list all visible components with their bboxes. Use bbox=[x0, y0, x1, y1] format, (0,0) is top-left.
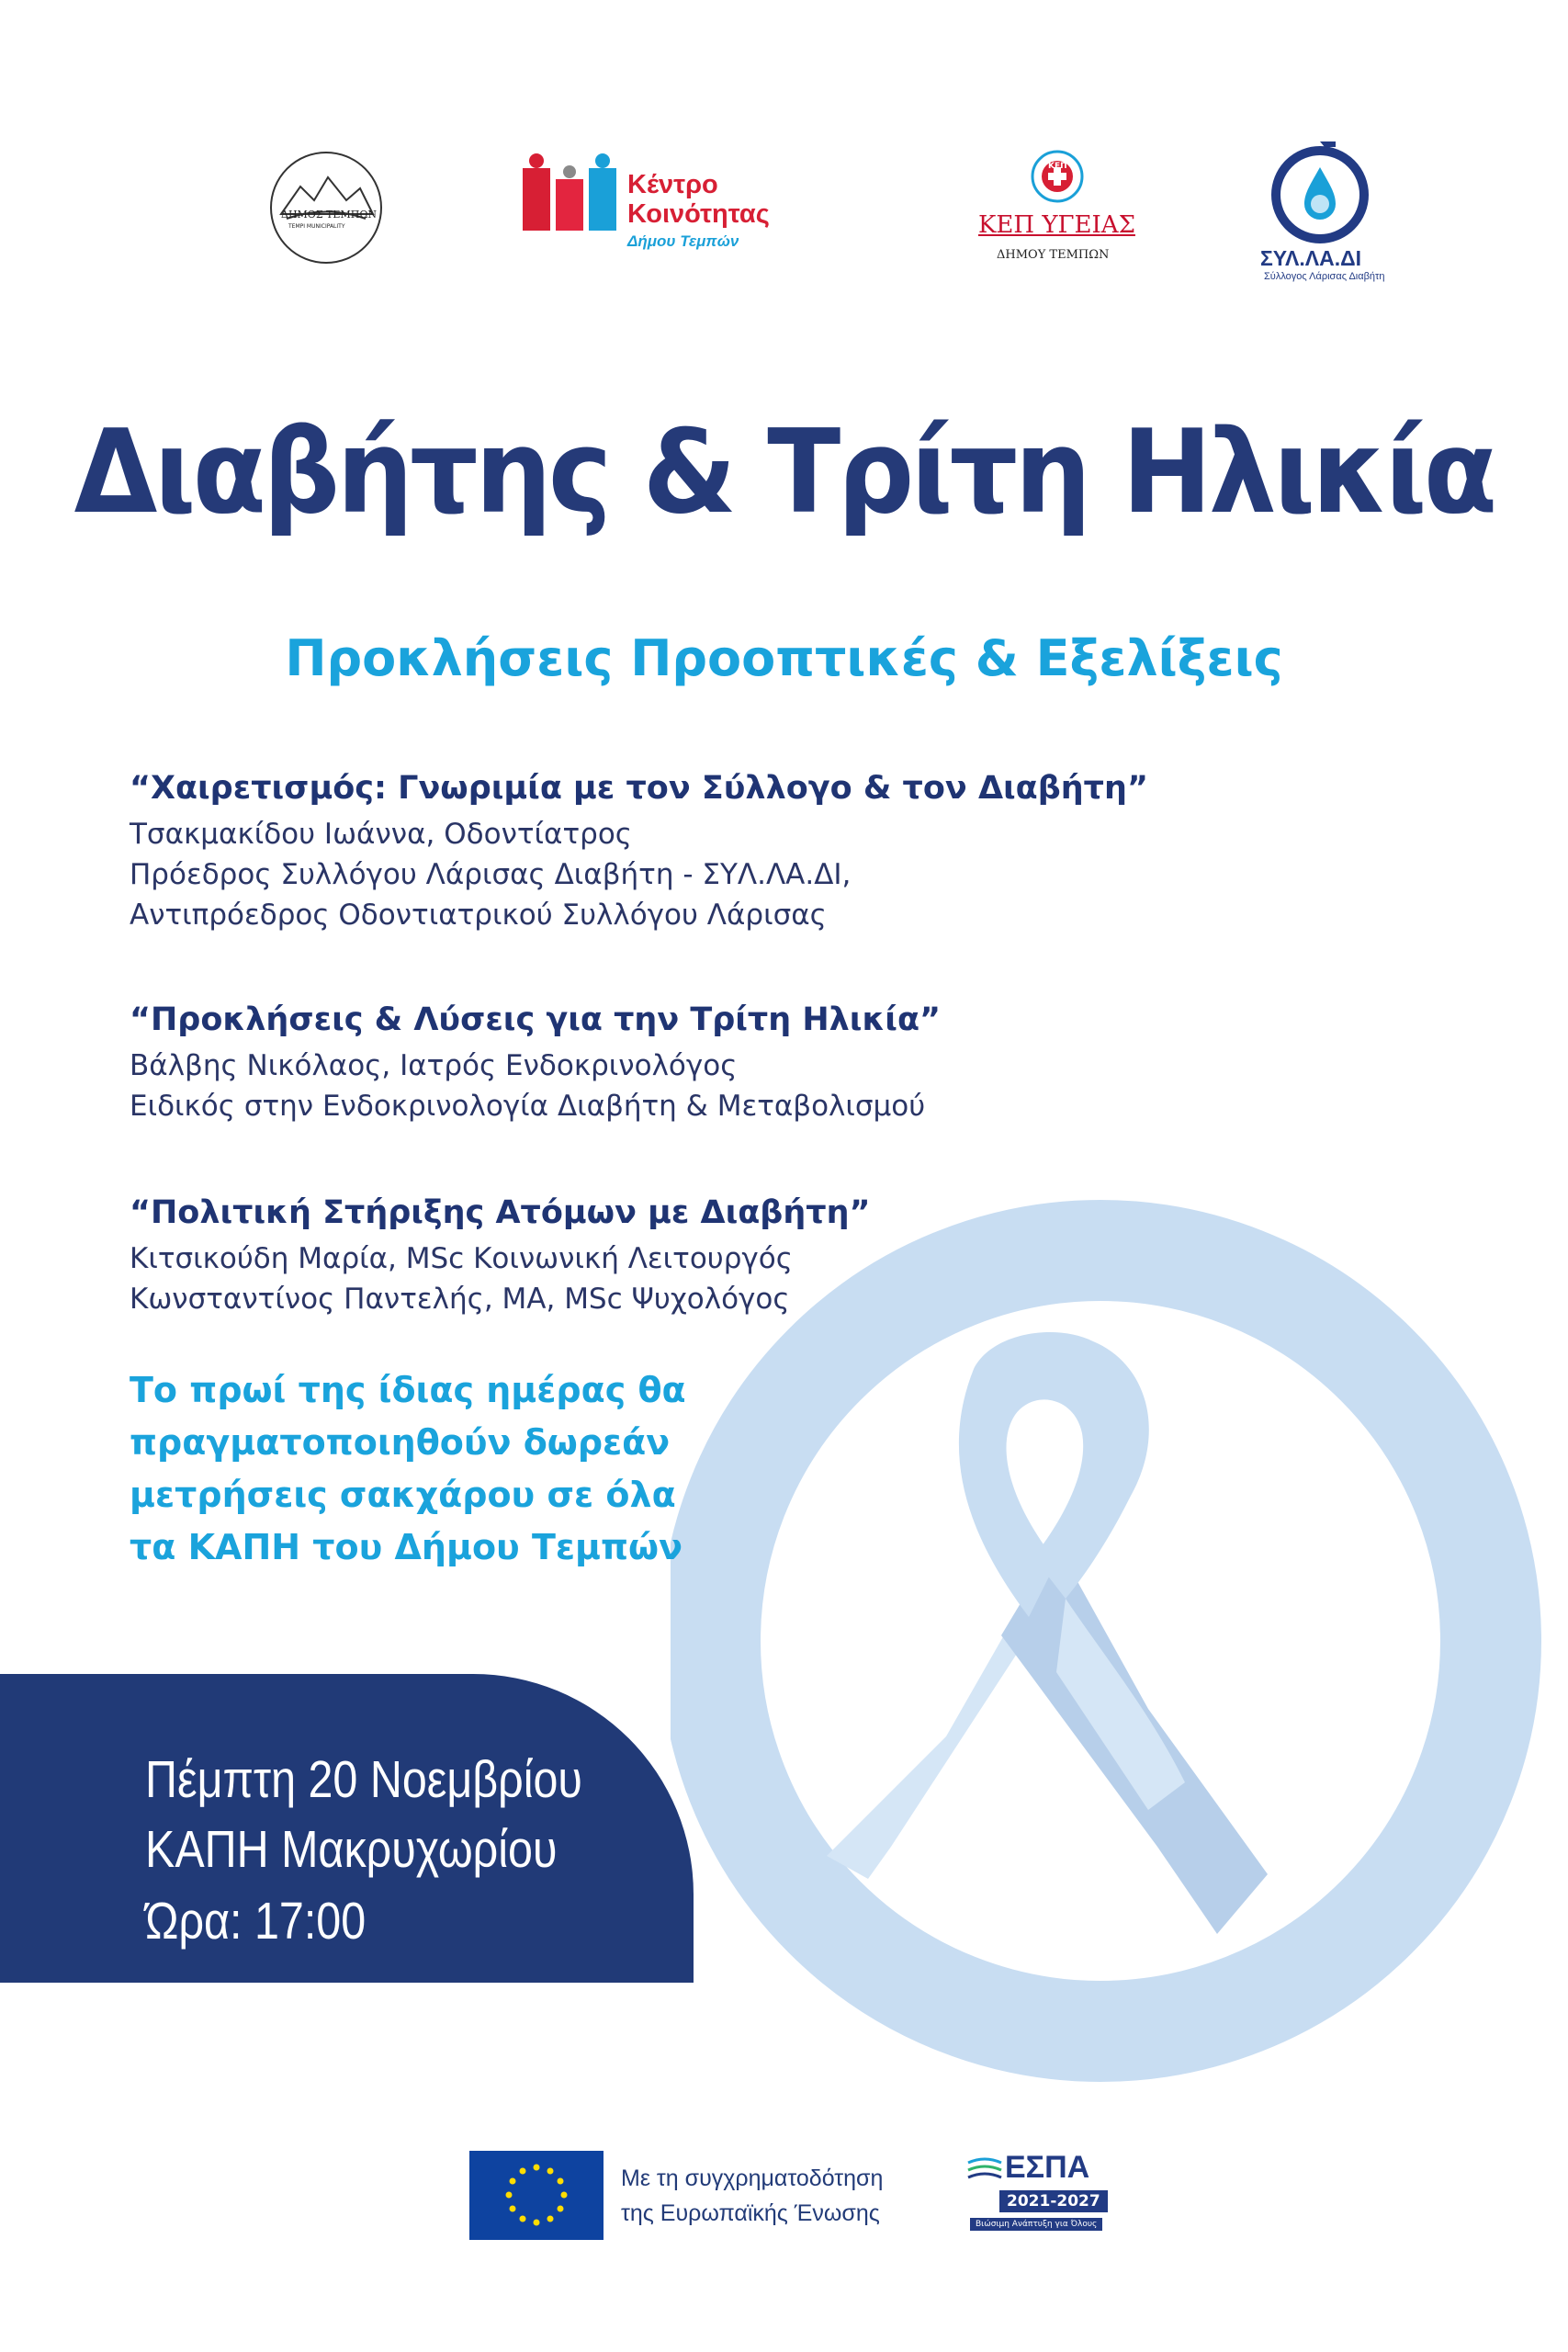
sylladi-logo bbox=[1258, 138, 1385, 285]
eu-star bbox=[547, 2216, 554, 2222]
talk-3 bbox=[130, 1194, 871, 1319]
municipality-logo bbox=[268, 150, 384, 266]
community-center-line1: Κέντρο bbox=[627, 170, 718, 199]
espa-tagline: Βιώσιμη Ανάπτυξη για Όλους bbox=[970, 2218, 1102, 2231]
free-testing-note bbox=[130, 1364, 717, 1574]
eu-star bbox=[510, 2178, 516, 2185]
ribbon-loop bbox=[959, 1332, 1149, 1617]
note-line: μετρήσεις σακχάρου σε όλα bbox=[130, 1475, 676, 1515]
event-date: Πέμπτη 20 Νοεμβρίου bbox=[145, 1750, 582, 1809]
kep-health-title: ΚΕΠ ΥΓΕΙΑΣ bbox=[978, 211, 1135, 239]
talk-1 bbox=[130, 770, 1148, 935]
municipality-subcaption: TEMPI MUNICIPALITY bbox=[288, 223, 345, 230]
eu-star bbox=[534, 2220, 540, 2226]
eu-star bbox=[547, 2168, 554, 2175]
eu-star bbox=[558, 2206, 564, 2212]
speaker-line: Κιτσικούδη Μαρία, MSc Κοινωνική Λειτουργός bbox=[130, 1242, 793, 1275]
note-line: πραγματοποιηθούν δωρεάν bbox=[130, 1422, 671, 1463]
talk-title: “Χαιρετισμός: Γνωριμία με τον Σύλλογο & τον Διαβήτη” bbox=[130, 770, 1148, 807]
speaker-line: Πρόεδρος Συλλόγου Λάρισας Διαβήτη - ΣΥΛ.ΛΑ.ΔΙ, bbox=[130, 858, 852, 891]
event-place: ΚΑΠΗ Μακρυχωρίου bbox=[145, 1820, 558, 1879]
eu-star bbox=[520, 2216, 526, 2222]
speaker-line: Ειδικός στην Ενδοκρινολογία Διαβήτη & Μεταβολισμού bbox=[130, 1090, 926, 1123]
kep-badge: ΚΕΠ bbox=[1048, 162, 1067, 171]
eu-star bbox=[520, 2168, 526, 2175]
talk-title: “Προκλήσεις & Λύσεις για την Τρίτη Ηλικία” bbox=[130, 1001, 941, 1038]
speaker-line: Τσακμακίδου Ιωάννα, Οδοντίατρος bbox=[130, 818, 632, 851]
espa-label: ΕΣΠΑ bbox=[1005, 2150, 1090, 2185]
eu-star bbox=[561, 2192, 568, 2199]
community-center-line3: Δήμου Τεμπών bbox=[627, 232, 739, 250]
kep-health-logo bbox=[976, 149, 1137, 268]
main-title: Διαβήτης & Τρίτη Ηλικία bbox=[73, 404, 1495, 539]
note-line: τα ΚΑΠΗ του Δήμου Τεμπών bbox=[130, 1527, 682, 1567]
speaker-line: Κωνσταντίνος Παντελής, ΜΑ, MSc Ψυχολόγος bbox=[130, 1283, 790, 1316]
speaker-line: Αντιπρόεδρος Οδοντιατρικού Συλλόγου Λάρισας bbox=[130, 899, 827, 932]
eu-star bbox=[506, 2192, 513, 2199]
municipality-caption: ΔΗΜΟΣ ΤΕΜΠΩΝ bbox=[281, 209, 378, 220]
awareness-ribbon-graphic bbox=[671, 1194, 1558, 2095]
eu-star bbox=[534, 2165, 540, 2171]
sylladi-subtitle: Σύλλογος Λάρισας Διαβήτη bbox=[1264, 271, 1385, 282]
talk-2 bbox=[130, 1001, 941, 1126]
talk-title: “Πολιτική Στήριξης Ατόμων με Διαβήτη” bbox=[130, 1194, 871, 1231]
community-center-logo bbox=[521, 150, 806, 260]
sylladi-title: ΣΥΛ.ΛΑ.ΔΙ bbox=[1260, 246, 1362, 270]
eu-star bbox=[510, 2206, 516, 2212]
cofunding-line: Με τη συγχρηματοδότηση bbox=[621, 2165, 884, 2191]
note-line: Το πρωί της ίδιας ημέρας θα bbox=[130, 1370, 686, 1410]
community-center-line2: Κοινότητας bbox=[627, 199, 770, 229]
speaker-line: Βάλβης Νικόλαος, Ιατρός Ενδοκρινολόγος bbox=[130, 1049, 738, 1082]
cofunding-line: της Ευρωπαϊκής Ένωσης bbox=[621, 2200, 880, 2226]
espa-years: 2021-2027 bbox=[999, 2190, 1108, 2212]
subtitle: Προκλήσεις Προοπτικές & Εξελίξεις bbox=[285, 629, 1283, 687]
event-time: Ώρα: 17:00 bbox=[145, 1892, 367, 1951]
cofunding-text bbox=[621, 2161, 883, 2231]
eu-star bbox=[558, 2178, 564, 2185]
espa-logo bbox=[963, 2150, 1110, 2242]
event-details-box bbox=[0, 1674, 694, 1983]
eu-flag-icon bbox=[469, 2151, 604, 2240]
kep-health-subtitle: ΔΗΜΟΥ ΤΕΜΠΩΝ bbox=[997, 248, 1110, 262]
